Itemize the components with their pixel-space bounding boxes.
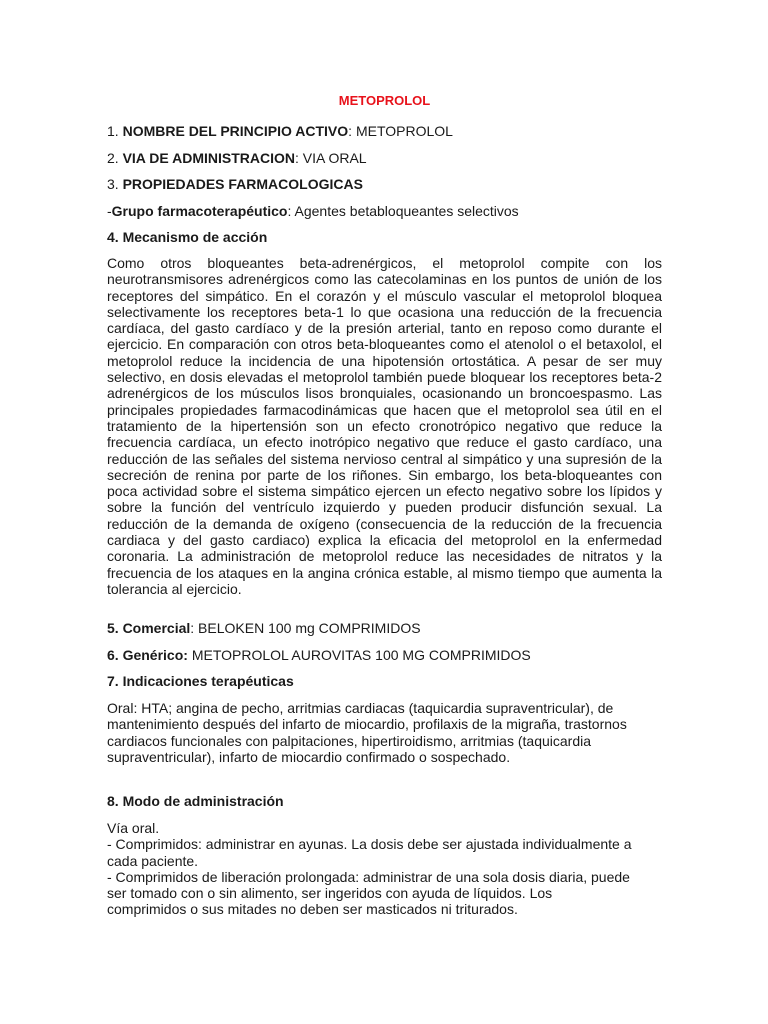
section-8-body	[107, 820, 635, 918]
section-7-heading: 7. Indicaciones terapéuticas	[107, 673, 294, 689]
section-6-value: METOPROLOL AUROVITAS 100 MG COMPRIMIDOS	[191, 647, 531, 663]
section-5-line	[107, 620, 662, 637]
section-3-line	[107, 176, 662, 193]
section-8-line-2: - Comprimidos: administrar en ayunas. La dosis debe ser ajustada individualmente a cada paciente.	[107, 836, 632, 869]
grupo-value: Agentes betabloqueantes selectivos	[294, 203, 519, 219]
section-1-line	[107, 123, 662, 140]
section-1-label: NOMBRE DEL PRINCIPIO ACTIVO	[122, 123, 349, 139]
section-6-label: 6. Genérico:	[107, 647, 188, 663]
section-7-body: Oral: HTA; angina de pecho, arritmias cardiacas (taquicardia supraventricular), de mantenimiento después del infarto de miocardio, profilaxis de la migraña, trastornos cardiacos funcionales con palpitaciones, hipertiroidismo, arritmias (taquicardia supraventricular), infarto de miocardio confirmado o sospechado.	[107, 700, 627, 765]
section-2-value: VIA ORAL	[302, 150, 367, 166]
section-2-line	[107, 150, 662, 167]
section-2-number: 2.	[107, 150, 123, 166]
section-8-line-3: - Comprimidos de liberación prolongada: administrar de una sola dosis diaria, puede ser tomado con o sin alimento, ser ingeridos con ayuda de líquidos. Los comprimidos o sus mitades no deben ser masticados ni triturados.	[107, 868, 630, 918]
section-2-separator: :	[295, 150, 303, 166]
section-8-heading: 8. Modo de administración	[107, 793, 284, 809]
grupo-separator: :	[287, 203, 295, 219]
section-4-heading: 4. Mecanismo de acción	[107, 229, 268, 245]
grupo-line	[107, 203, 662, 220]
section-3-label: PROPIEDADES FARMACOLOGICAS	[122, 176, 363, 192]
document-title: METOPROLOL	[338, 93, 431, 108]
section-5-label: 5. Comercial	[107, 620, 191, 636]
section-5-value: BELOKEN 100 mg COMPRIMIDOS	[198, 620, 421, 636]
section-3-number: 3.	[107, 176, 123, 192]
section-8-line-1: Vía oral.	[107, 820, 160, 836]
section-1-value: METOPROLOL	[355, 123, 453, 139]
section-2-label: VIA DE ADMINISTRACION	[122, 150, 295, 166]
grupo-label: Grupo farmacoterapéutico	[111, 203, 288, 219]
grupo-prefix: -	[107, 203, 112, 219]
section-4-body: Como otros bloqueantes beta-adrenérgicos, el metoprolol compite con los neurotransmisores adrenérgicos como las catecolaminas en los puntos de unión de los receptores del simpático. En el corazón y el músculo vascular el metoprolol bloquea selectivamente los receptores beta-1 lo que ocasiona una reducción de la frecuencia cardíaca, del gasto cardíaco y de la presión arterial, tanto en reposo como durante el ejercicio. En comparación con otros beta-bloqueantes como el atenolol o el betaxolol, el metoprolol reduce la incidencia de una hipotensión ortostática. A pesar de ser muy selectivo, en dosis elevadas el metoprolol también puede bloquear los receptores beta-2 adrenérgicos de los músculos lisos bronquiales, ocasionando un broncoespasmo. Las principales propiedades farmacodinámicas que hacen que el metoprolol sea útil en el tratamiento de la hipertensión son un efecto cronotrópico negativo que reduce la frecuencia cardíaca, un efecto inotrópico negativo que reduce el gasto cardíaco, una reducción de las señales del sistema nervioso central al simpático y una supresión de la secreción de renina por parte de los riñones. Sin embargo, los beta-bloqueantes con poca actividad sobre el sistema simpático ejercen un efecto negativo sobre los lípidos y sobre la función del ventrículo izquierdo y pueden producir disfunción sexual. La reducción de la demanda de oxígeno (consecuencia de la reducción de la frecuencia cardiaca y del gasto cardiaco) explica la eficacia del metoprolol en la enfermedad coronaria. La administración de metoprolol reduce las necesidades de nitratos y la frecuencia de los ataques en la angina crónica estable, al mismo tiempo que aumenta la tolerancia al ejercicio.	[107, 255, 662, 597]
section-5-separator: :	[190, 620, 199, 636]
section-1-number: 1.	[107, 123, 123, 139]
section-1-separator: :	[348, 123, 356, 139]
section-6-line	[107, 647, 662, 664]
